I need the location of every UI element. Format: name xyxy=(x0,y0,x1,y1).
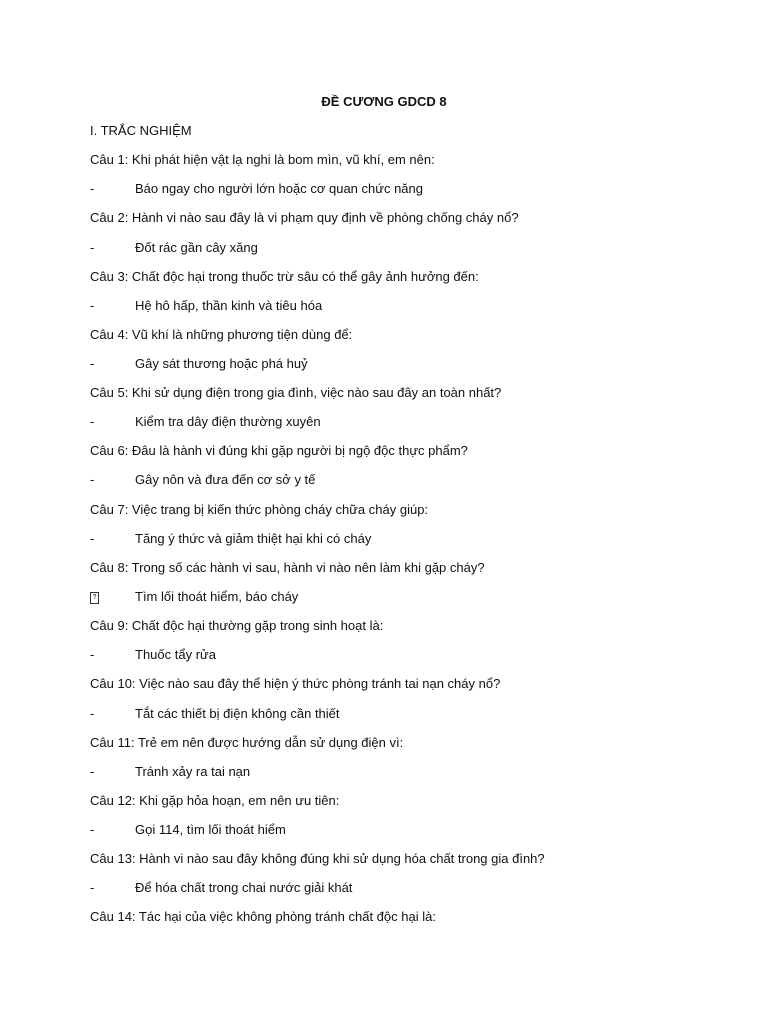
question-text: Câu 5: Khi sử dụng điện trong gia đình, việc nào sau đây an toàn nhất? xyxy=(90,385,502,400)
answer-bullet: - xyxy=(90,414,95,429)
answer-bullet: - xyxy=(90,181,95,196)
placeholder-box-icon: ? xyxy=(90,592,99,604)
question-text: Câu 10: Việc nào sau đây thể hiện ý thức phòng tránh tai nạn cháy nổ? xyxy=(90,676,501,691)
section-heading: I. TRẮC NGHIỆM xyxy=(90,123,192,138)
answer-text: Đốt rác gần cây xăng xyxy=(135,240,258,255)
question-text: Câu 14: Tác hại của việc không phòng tránh chất độc hại là: xyxy=(90,909,436,924)
question-text: Câu 7: Việc trang bị kiến thức phòng cháy chữa cháy giúp: xyxy=(90,502,429,517)
answer-bullet: - xyxy=(90,472,95,487)
answer-bullet: - xyxy=(90,822,95,837)
answer-bullet: - xyxy=(90,706,95,721)
answer-bullet: - xyxy=(90,880,95,895)
answer-bullet: - xyxy=(90,764,95,779)
answer-text: Tìm lối thoát hiểm, báo cháy xyxy=(135,589,299,604)
question-text: Câu 1: Khi phát hiện vật lạ nghi là bom mìn, vũ khí, em nên: xyxy=(90,152,435,167)
answer-text: Kiểm tra dây điện thường xuyên xyxy=(135,414,321,429)
question-text: Câu 3: Chất độc hại trong thuốc trừ sâu có thể gây ảnh hưởng đến: xyxy=(90,269,479,284)
answer-text: Gây sát thương hoặc phá huỷ xyxy=(135,356,308,371)
document-title: ĐỀ CƯƠNG GDCD 8 xyxy=(321,94,447,109)
answer-bullet: - xyxy=(90,647,95,662)
question-text: Câu 11: Trẻ em nên được hướng dẫn sử dụng điện vì: xyxy=(90,735,404,750)
question-text: Câu 6: Đâu là hành vi đúng khi gặp người bị ngộ độc thực phẩm? xyxy=(90,443,468,458)
answer-text: Báo ngay cho người lớn hoặc cơ quan chức năng xyxy=(135,181,423,196)
question-text: Câu 8: Trong số các hành vi sau, hành vi nào nên làm khi gặp cháy? xyxy=(90,560,485,575)
answer-bullet: - xyxy=(90,298,95,313)
answer-text: Hệ hô hấp, thần kinh và tiêu hóa xyxy=(135,298,323,313)
answer-bullet-box xyxy=(90,589,99,605)
answer-bullet: - xyxy=(90,531,95,546)
question-text: Câu 12: Khi gặp hỏa hoạn, em nên ưu tiên: xyxy=(90,793,340,808)
question-text: Câu 13: Hành vi nào sau đây không đúng khi sử dụng hóa chất trong gia đình? xyxy=(90,851,545,866)
answer-text: Thuốc tẩy rửa xyxy=(135,647,216,662)
answer-text: Gọi 114, tìm lối thoát hiểm xyxy=(135,822,286,837)
answer-bullet: - xyxy=(90,240,95,255)
answer-text: Để hóa chất trong chai nước giải khát xyxy=(135,880,353,895)
question-text: Câu 2: Hành vi nào sau đây là vi phạm quy định về phòng chống cháy nổ? xyxy=(90,210,519,225)
question-text: Câu 4: Vũ khí là những phương tiện dùng để: xyxy=(90,327,353,342)
answer-bullet: - xyxy=(90,356,95,371)
question-text: Câu 9: Chất độc hại thường gặp trong sinh hoạt là: xyxy=(90,618,384,633)
answer-text: Tăng ý thức và giảm thiệt hại khi có cháy xyxy=(135,531,372,546)
answer-text: Tắt các thiết bị điện không cần thiết xyxy=(135,706,340,721)
answer-text: Tránh xảy ra tai nạn xyxy=(135,764,251,779)
answer-text: Gây nôn và đưa đến cơ sở y tế xyxy=(135,472,316,487)
